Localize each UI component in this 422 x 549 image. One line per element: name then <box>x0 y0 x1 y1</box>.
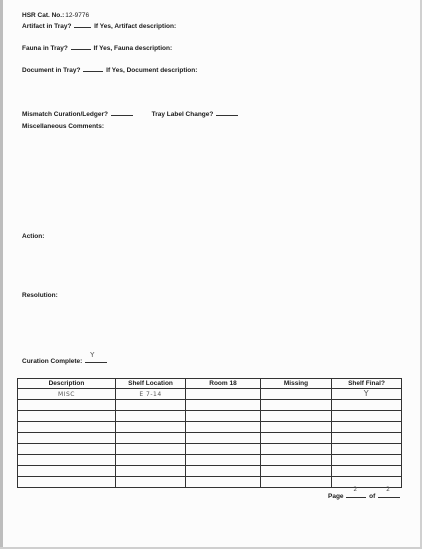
table-cell[interactable] <box>18 422 116 433</box>
of-label: of <box>369 493 376 500</box>
table-cell[interactable] <box>116 477 186 488</box>
table-cell[interactable] <box>261 411 332 422</box>
total-pages-blank[interactable] <box>378 486 400 498</box>
table-header-row <box>18 379 402 389</box>
table-cell[interactable] <box>116 389 186 400</box>
table-cell[interactable] <box>332 444 402 455</box>
tray-label-change-blank[interactable] <box>216 109 238 116</box>
table-cell[interactable] <box>261 444 332 455</box>
scan-edge-left <box>0 0 3 549</box>
table-cell[interactable] <box>18 477 116 488</box>
table-cell[interactable] <box>186 400 261 411</box>
resolution-label: Resolution: <box>22 292 58 299</box>
page-label: Page <box>328 493 344 500</box>
mismatch-label: Mismatch Curation/Ledger? <box>22 111 108 118</box>
table-cell[interactable] <box>261 422 332 433</box>
table-row <box>18 400 402 411</box>
col-shelf-final: Shelf Final? <box>332 379 402 389</box>
table-cell[interactable] <box>116 466 186 477</box>
table-row <box>18 389 402 400</box>
table-cell[interactable] <box>332 466 402 477</box>
table-cell[interactable] <box>186 477 261 488</box>
col-shelf-location: Shelf Location <box>116 379 186 389</box>
mismatch-answer-blank[interactable] <box>111 109 133 116</box>
table-cell[interactable] <box>261 466 332 477</box>
curation-complete-label: Curation Complete: <box>22 358 83 365</box>
col-missing: Missing <box>261 379 332 389</box>
table-cell[interactable] <box>116 422 186 433</box>
page-footer <box>328 486 401 500</box>
artifact-row <box>22 21 176 31</box>
artifact-if-yes: If Yes, Artifact description: <box>94 23 177 30</box>
table-cell[interactable] <box>18 444 116 455</box>
col-room-18: Room 18 <box>186 379 261 389</box>
misc-comments-label: Miscellaneous Comments: <box>22 123 104 130</box>
catalog-number-value: 12-9776 <box>65 12 90 19</box>
catalog-number-label: HSR Cat. No.: <box>22 12 65 19</box>
table-cell[interactable] <box>116 433 186 444</box>
table-row <box>18 433 402 444</box>
artifact-question: Artifact in Tray? <box>22 23 72 30</box>
table-cell[interactable] <box>332 389 402 400</box>
table-cell[interactable] <box>186 455 261 466</box>
table-cell[interactable] <box>186 411 261 422</box>
document-question: Document in Tray? <box>22 67 81 74</box>
mismatch-row <box>22 109 239 119</box>
table-cell[interactable] <box>261 400 332 411</box>
table-cell[interactable] <box>332 433 402 444</box>
table-row <box>18 466 402 477</box>
tray-label-change-label: Tray Label Change? <box>151 111 214 118</box>
handwritten-description: MISC <box>58 390 75 398</box>
fauna-answer-blank[interactable] <box>71 43 91 50</box>
col-description: Description <box>18 379 116 389</box>
document-if-yes: If Yes, Document description: <box>106 67 198 74</box>
total-pages-handwritten: 2 <box>386 486 391 493</box>
table-cell[interactable] <box>116 400 186 411</box>
table-cell[interactable] <box>261 455 332 466</box>
table-row <box>18 422 402 433</box>
table-cell[interactable] <box>332 400 402 411</box>
fauna-question: Fauna in Tray? <box>22 45 68 52</box>
table-cell[interactable] <box>186 433 261 444</box>
curation-complete-blank[interactable] <box>85 351 107 363</box>
table-cell[interactable] <box>186 466 261 477</box>
table-row <box>18 455 402 466</box>
table-cell[interactable] <box>116 444 186 455</box>
handwritten-shelf-location: E 7-14 <box>139 390 162 398</box>
table-row <box>18 411 402 422</box>
table-cell[interactable] <box>332 477 402 488</box>
table-cell[interactable] <box>186 389 261 400</box>
catalog-number <box>22 12 89 19</box>
table-cell[interactable] <box>186 444 261 455</box>
table-row <box>18 477 402 488</box>
handwritten-shelf-final: Y <box>363 389 370 398</box>
table-cell[interactable] <box>261 477 332 488</box>
table-cell[interactable] <box>116 411 186 422</box>
curation-complete-row <box>22 351 108 366</box>
curation-complete-handwritten: Y <box>90 351 95 359</box>
curation-table <box>17 378 402 488</box>
table-cell[interactable] <box>261 433 332 444</box>
table-cell[interactable] <box>186 422 261 433</box>
table-cell[interactable] <box>261 389 332 400</box>
table-cell[interactable] <box>332 411 402 422</box>
table-cell[interactable] <box>18 389 116 400</box>
table-cell[interactable] <box>116 455 186 466</box>
table-cell[interactable] <box>18 400 116 411</box>
fauna-if-yes: If Yes, Fauna description: <box>93 45 173 52</box>
table-cell[interactable] <box>332 455 402 466</box>
artifact-answer-blank[interactable] <box>74 21 91 28</box>
page-number-blank[interactable] <box>346 486 366 498</box>
page-number-handwritten: 2 <box>353 486 358 493</box>
document-answer-blank[interactable] <box>83 65 103 72</box>
table-cell[interactable] <box>18 433 116 444</box>
table-cell[interactable] <box>332 422 402 433</box>
table-cell[interactable] <box>18 411 116 422</box>
table-cell[interactable] <box>18 455 116 466</box>
fauna-row <box>22 43 172 53</box>
table-row <box>18 444 402 455</box>
action-label: Action: <box>22 233 45 240</box>
document-row <box>22 65 197 75</box>
table-cell[interactable] <box>18 466 116 477</box>
